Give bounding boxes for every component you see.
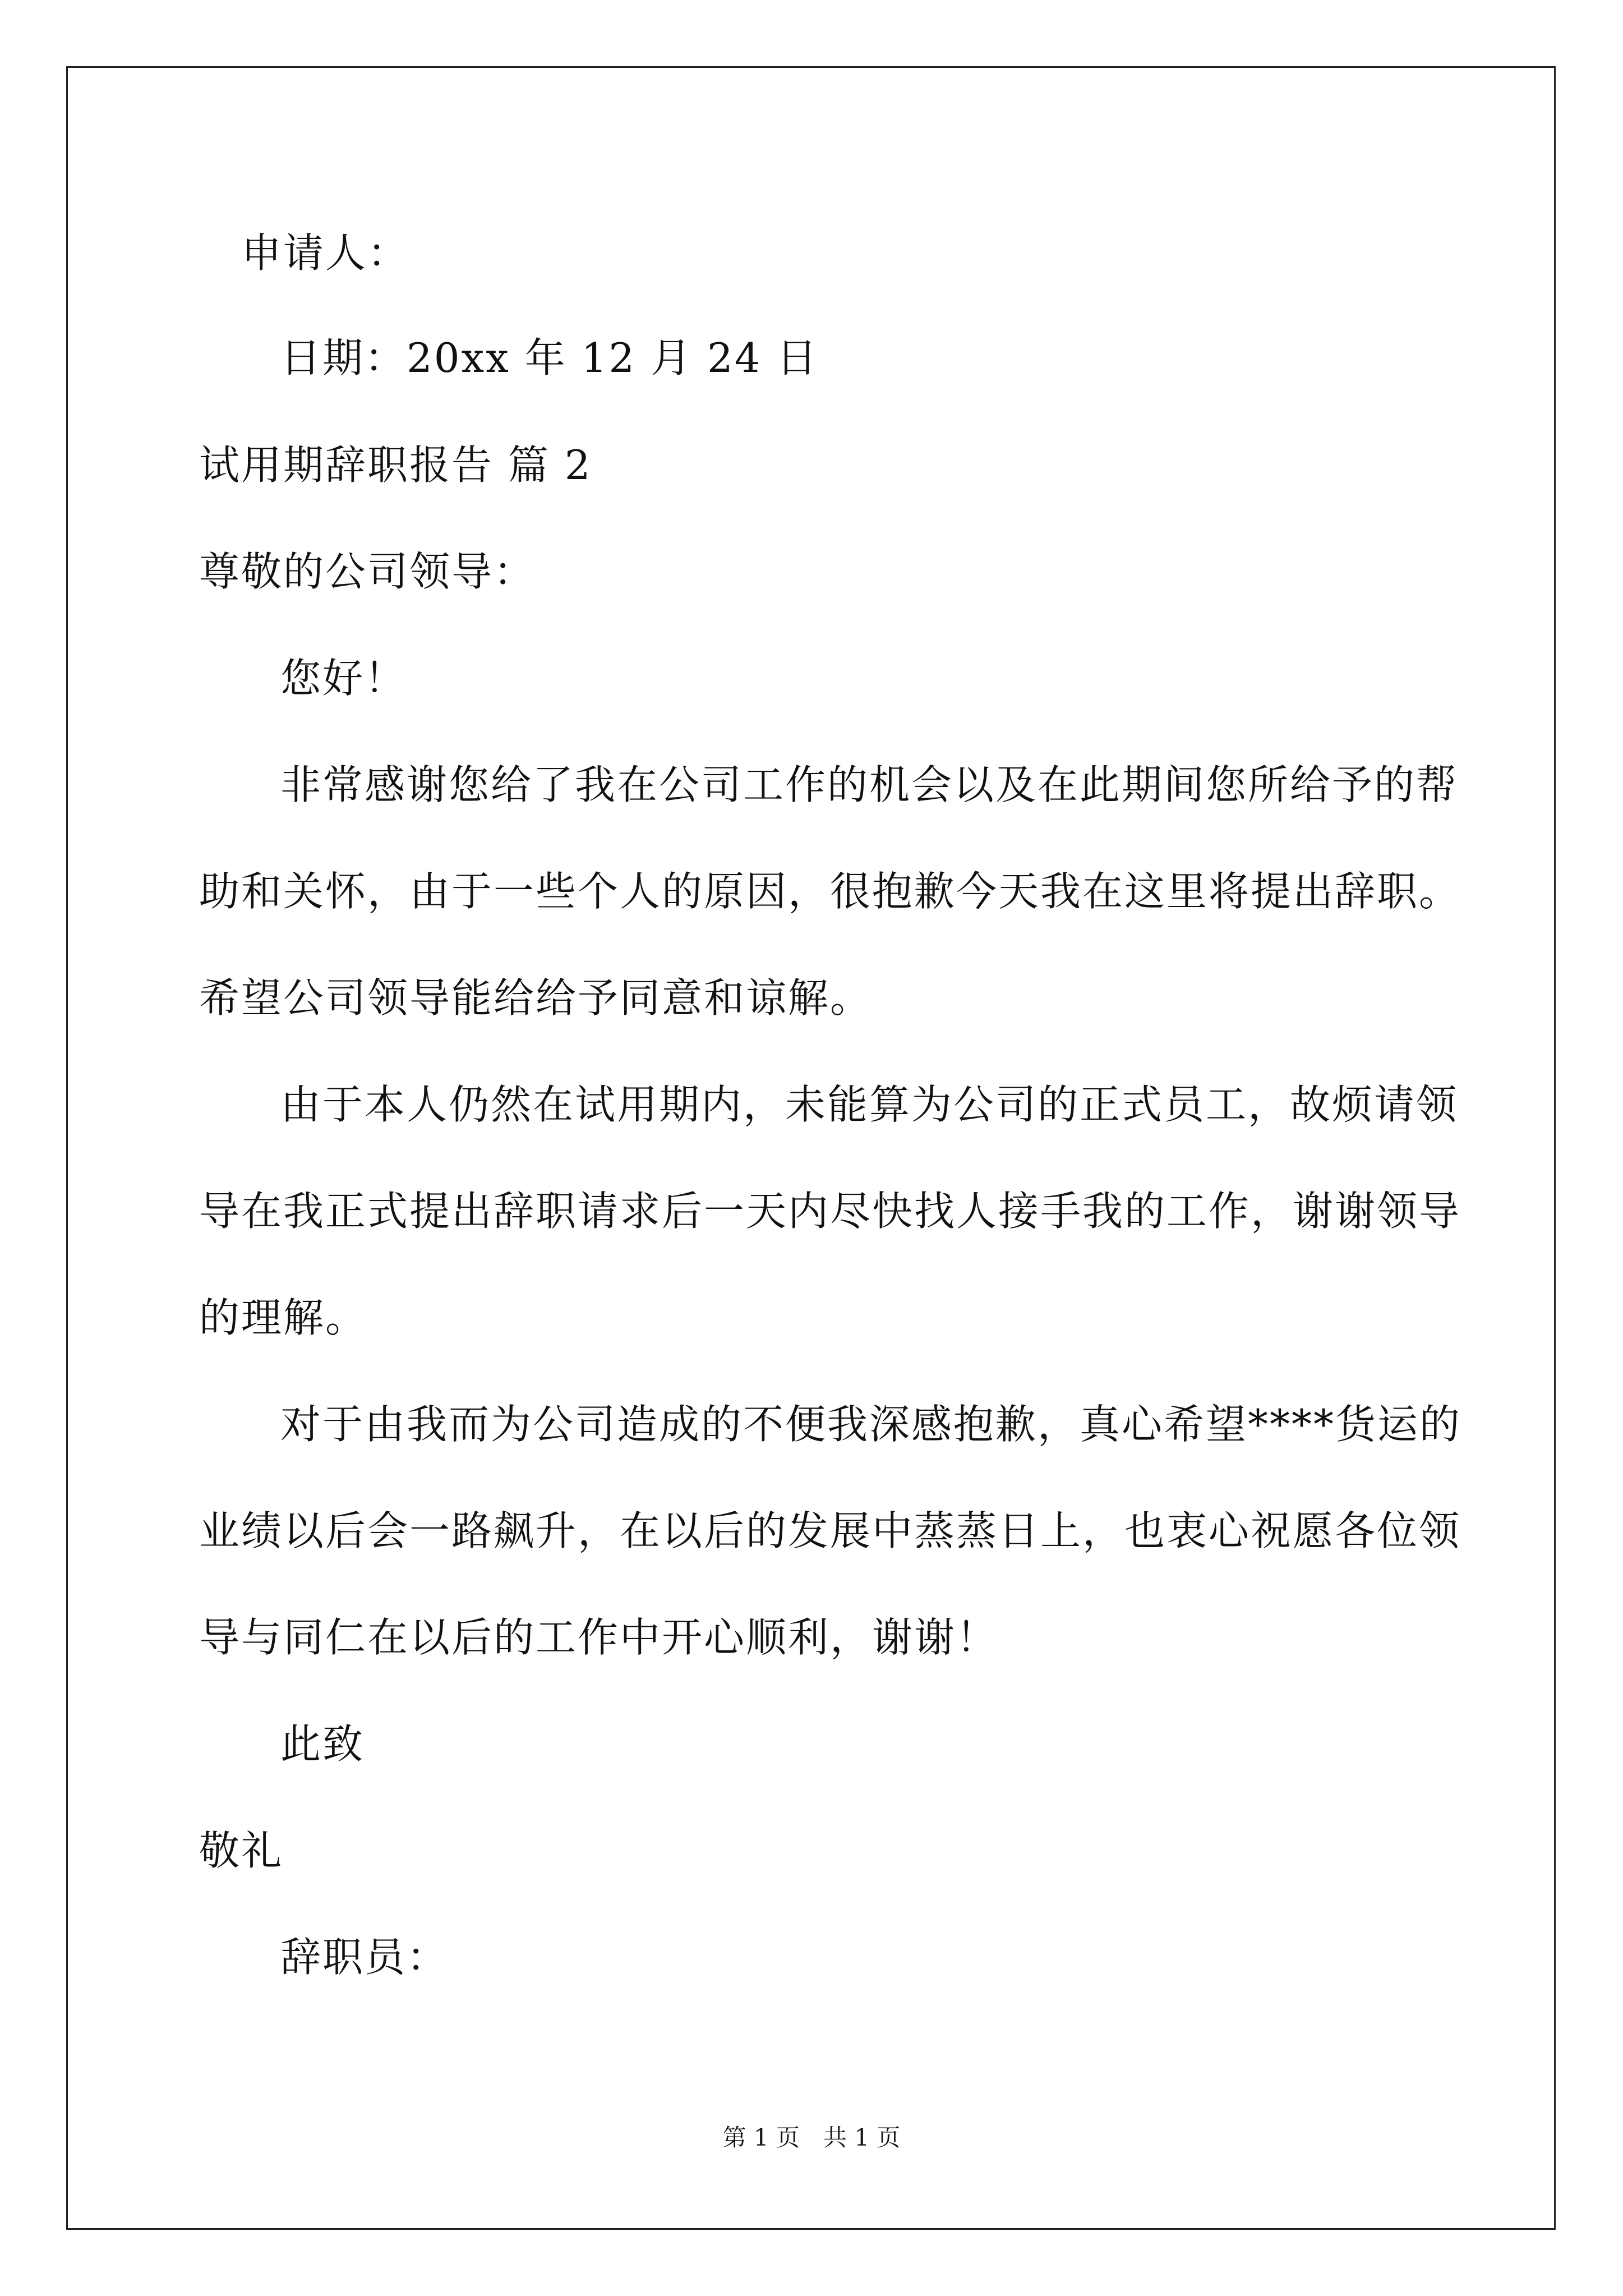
salutation: 尊敬的公司领导： (199, 548, 536, 595)
applicant-line: 申请人： (241, 229, 410, 277)
closing-salute: 敬礼 (199, 1827, 284, 1874)
paragraph-2-line-2: 导在我正式提出辞职请求后一天内尽快找人接手我的工作，谢谢领导 (199, 1188, 1461, 1235)
paragraph-3-line-1: 对于由我而为公司造成的不便我深感抱歉，真心希望****货运的 (280, 1401, 1462, 1448)
page-border (66, 66, 1556, 2230)
greeting: 您好！ (280, 655, 407, 702)
paragraph-3-line-3: 导与同仁在以后的工作中开心顺利，谢谢！ (199, 1614, 999, 1661)
paragraph-2-line-1: 由于本人仍然在试用期内，未能算为公司的正式员工，故烦请领 (280, 1081, 1459, 1128)
page-footer: 第 1 页 共 1 页 (722, 2124, 901, 2151)
paragraph-2-line-3: 的理解。 (199, 1294, 368, 1341)
section-title: 试用期辞职报告 篇 2 (199, 441, 592, 489)
closing-phrase: 此致 (280, 1720, 365, 1768)
paragraph-1-line-2: 助和关怀，由于一些个人的原因，很抱歉今天我在这里将提出辞职。 (199, 868, 1461, 915)
paragraph-1-line-1: 非常感谢您给了我在公司工作的机会以及在此期间您所给予的帮 (280, 761, 1459, 808)
date-line: 日期：20xx 年 12 月 24 日 (280, 334, 819, 381)
resigner-line: 辞职员： (280, 1934, 449, 1981)
paragraph-3-line-2: 业绩以后会一路飙升，在以后的发展中蒸蒸日上，也衷心祝愿各位领 (199, 1507, 1461, 1554)
paragraph-1-line-3: 希望公司领导能给给予同意和谅解。 (199, 974, 873, 1022)
